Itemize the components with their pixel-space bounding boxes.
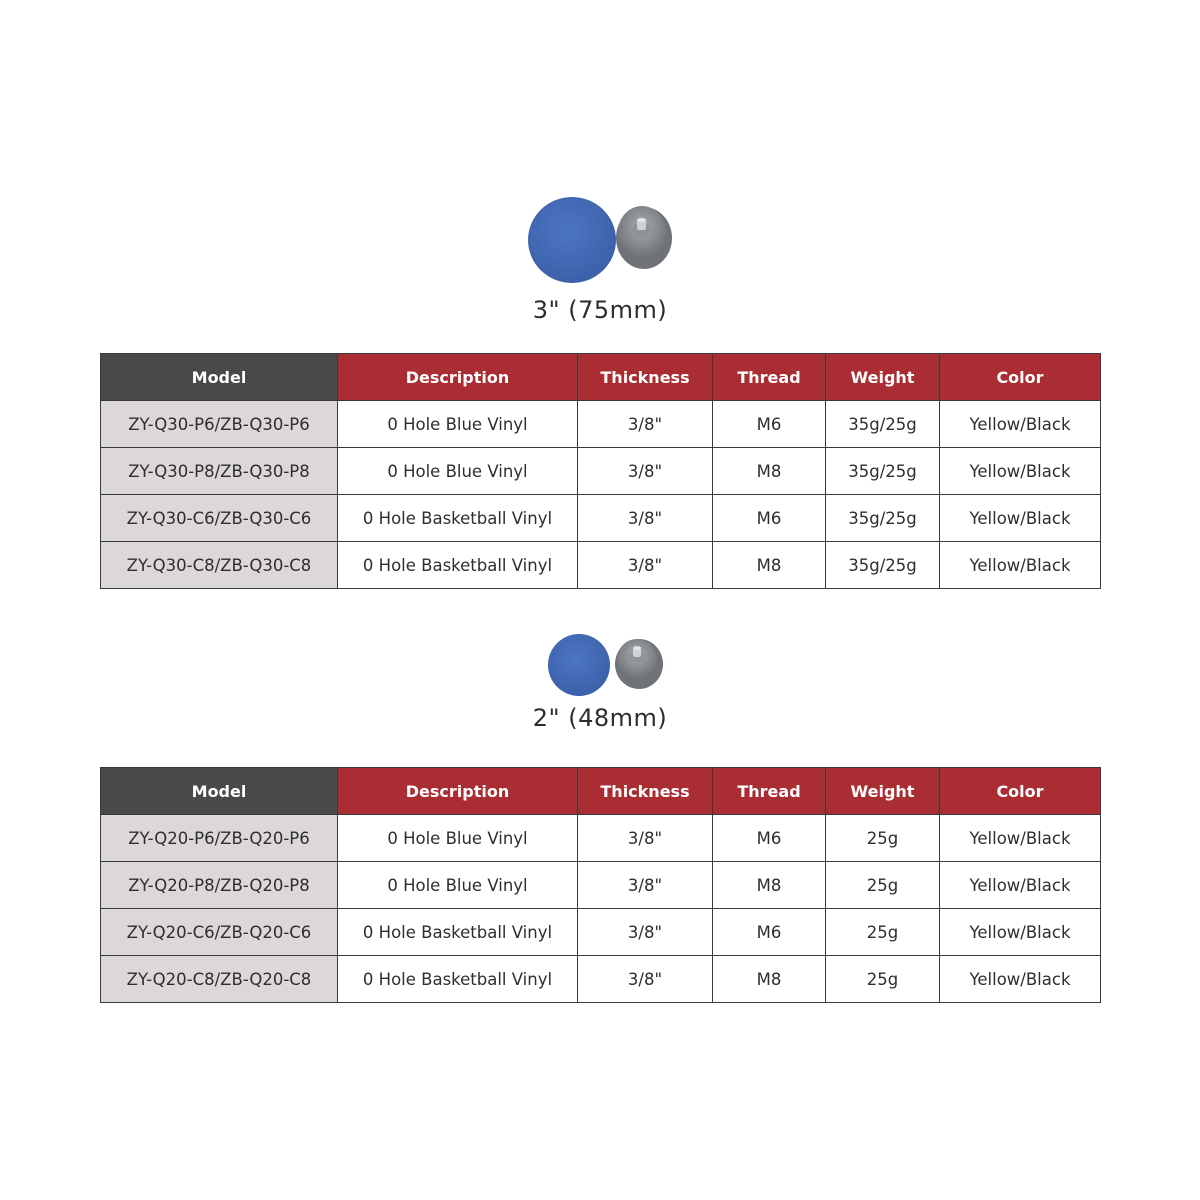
cell-model: ZY-Q30-C6/ZB-Q30-C6 xyxy=(101,495,338,542)
header-description: Description xyxy=(338,354,578,401)
table-header-row xyxy=(101,768,1101,815)
cell-thickness: 3/8" xyxy=(578,909,713,956)
cell-description: 0 Hole Blue Vinyl xyxy=(338,815,578,862)
header-thread: Thread xyxy=(713,768,826,815)
cell-model: ZY-Q20-P6/ZB-Q20-P6 xyxy=(101,815,338,862)
cell-weight: 35g/25g xyxy=(826,401,940,448)
header-weight: Weight xyxy=(826,768,940,815)
cell-description: 0 Hole Basketball Vinyl xyxy=(338,542,578,589)
table-row xyxy=(101,495,1101,542)
cell-weight: 35g/25g xyxy=(826,448,940,495)
cell-thread: M8 xyxy=(713,862,826,909)
cell-weight: 25g xyxy=(826,956,940,1003)
header-thread: Thread xyxy=(713,354,826,401)
cell-model: ZY-Q30-P6/ZB-Q30-P6 xyxy=(101,401,338,448)
header-description: Description xyxy=(338,768,578,815)
spec-table xyxy=(100,767,1101,1003)
cell-color: Yellow/Black xyxy=(940,401,1101,448)
table-row xyxy=(101,401,1101,448)
cell-thread: M8 xyxy=(713,542,826,589)
cell-color: Yellow/Black xyxy=(940,815,1101,862)
cell-model: ZY-Q30-C8/ZB-Q30-C8 xyxy=(101,542,338,589)
cell-thickness: 3/8" xyxy=(578,401,713,448)
table-row xyxy=(101,542,1101,589)
product-image xyxy=(535,630,665,700)
cell-model: ZY-Q30-P8/ZB-Q30-P8 xyxy=(101,448,338,495)
cell-color: Yellow/Black xyxy=(940,862,1101,909)
cell-thickness: 3/8" xyxy=(578,495,713,542)
cell-description: 0 Hole Blue Vinyl xyxy=(338,862,578,909)
cell-thread: M6 xyxy=(713,401,826,448)
backing-pad-icon xyxy=(615,639,663,689)
cell-model: ZY-Q20-C6/ZB-Q20-C6 xyxy=(101,909,338,956)
cell-weight: 25g xyxy=(826,815,940,862)
header-color: Color xyxy=(940,768,1101,815)
cell-description: 0 Hole Blue Vinyl xyxy=(338,448,578,495)
header-color: Color xyxy=(940,354,1101,401)
spec-table xyxy=(100,353,1101,589)
product-illustration xyxy=(520,192,680,292)
cell-description: 0 Hole Basketball Vinyl xyxy=(338,495,578,542)
cell-description: 0 Hole Blue Vinyl xyxy=(338,401,578,448)
header-model: Model xyxy=(101,354,338,401)
cell-description: 0 Hole Basketball Vinyl xyxy=(338,956,578,1003)
backing-pad-icon xyxy=(616,206,672,269)
blue-vinyl-disc-icon xyxy=(528,197,616,283)
cell-weight: 35g/25g xyxy=(826,495,940,542)
cell-weight: 35g/25g xyxy=(826,542,940,589)
cell-color: Yellow/Black xyxy=(940,956,1101,1003)
product-section-2-inch xyxy=(0,630,1200,989)
cell-thread: M8 xyxy=(713,448,826,495)
cell-thread: M6 xyxy=(713,909,826,956)
header-thickness: Thickness xyxy=(578,768,713,815)
blue-vinyl-disc-icon xyxy=(548,634,610,696)
cell-model: ZY-Q20-C8/ZB-Q20-C8 xyxy=(101,956,338,1003)
cell-model: ZY-Q20-P8/ZB-Q20-P8 xyxy=(101,862,338,909)
table-row xyxy=(101,956,1101,1003)
header-model: Model xyxy=(101,768,338,815)
cell-thickness: 3/8" xyxy=(578,542,713,589)
product-image xyxy=(520,192,680,292)
header-thickness: Thickness xyxy=(578,354,713,401)
cell-weight: 25g xyxy=(826,862,940,909)
cell-thickness: 3/8" xyxy=(578,956,713,1003)
cell-thickness: 3/8" xyxy=(578,448,713,495)
table-row xyxy=(101,909,1101,956)
cell-color: Yellow/Black xyxy=(940,495,1101,542)
table-row xyxy=(101,448,1101,495)
cell-thickness: 3/8" xyxy=(578,862,713,909)
product-section-3-inch xyxy=(0,192,1200,575)
cell-color: Yellow/Black xyxy=(940,542,1101,589)
table-row xyxy=(101,815,1101,862)
cell-color: Yellow/Black xyxy=(940,448,1101,495)
cell-color: Yellow/Black xyxy=(940,909,1101,956)
cell-thickness: 3/8" xyxy=(578,815,713,862)
product-illustration xyxy=(535,630,665,700)
cell-thread: M8 xyxy=(713,956,826,1003)
table-header-row xyxy=(101,354,1101,401)
size-title: 3" (75mm) xyxy=(532,296,668,324)
table-row xyxy=(101,862,1101,909)
cell-weight: 25g xyxy=(826,909,940,956)
cell-thread: M6 xyxy=(713,495,826,542)
cell-thread: M6 xyxy=(713,815,826,862)
header-weight: Weight xyxy=(826,354,940,401)
cell-description: 0 Hole Basketball Vinyl xyxy=(338,909,578,956)
size-title: 2" (48mm) xyxy=(532,704,668,732)
